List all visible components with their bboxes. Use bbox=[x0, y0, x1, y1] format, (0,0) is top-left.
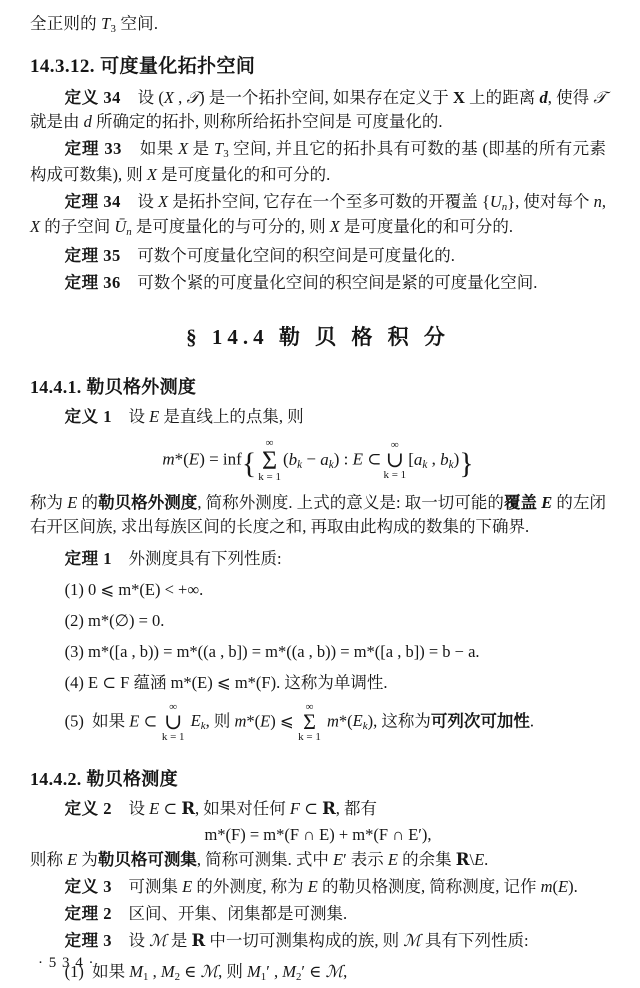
summation-symbol: ∞ Σ k = 1 bbox=[258, 437, 281, 483]
property-2: (2) m*(∅) = 0. bbox=[64, 610, 165, 630]
summation-symbol-small: ∞ Σ k = 1 bbox=[298, 700, 321, 743]
theorem-33-label: 定理 33 bbox=[64, 138, 122, 158]
definition-2-label: 定义 2 bbox=[64, 799, 113, 819]
property-1: (1) 0 ⩽ m*(E) < +∞. bbox=[64, 580, 204, 600]
theorem-35-label: 定理 35 bbox=[64, 246, 121, 266]
theorem-36-label: 定理 36 bbox=[64, 273, 121, 293]
theorem-3-property-1: (1) 如果 $M_1$ , $M_2$ ∈ ℳ, 则 $M_1'$ , $M_2'$ ∈ ℳ, bbox=[64, 962, 348, 984]
property-3: (3) m*([a , b)) = m*((a , b]) = m*((a , b)) = m*([a , b]) = b − a. bbox=[64, 641, 480, 661]
theorem-36: 定理 36 可数个紧的可度量化空间的积空间是紧的可度量化空间. bbox=[64, 273, 538, 293]
definition-3: 定义 3 可测集 E 的外测度, 称为 E 的勒贝格测度, 简称测度, 记作 m(E). bbox=[64, 877, 578, 897]
theorem-1-label: 定理 1 bbox=[64, 549, 113, 569]
measurable-set-formula: m*(F) = m*(F ∩ E) + m*(F ∩ E′), bbox=[204, 825, 432, 845]
definition-34: 定义 34 设 (X , 𝒯) 是一个拓扑空间, 如果存在定义于 X 上的距离 d, 使得 𝒯 就是由 d 所确定的拓扑, 则称所给拓扑空间是 可度量化的. bbox=[30, 88, 607, 131]
theorem-2-label: 定理 2 bbox=[64, 904, 113, 924]
theorem-34: 定理 34 设 X 是拓扑空间, 它存在一个至多可数的开覆盖 $\{U_n\}$, 使对每个 n, X 的子空间 $Ū_n$ 是可度量化的与可分的, 则 X 是可度量化的和可分的. bbox=[30, 191, 606, 239]
theorem-3-label: 定理 3 bbox=[64, 931, 113, 951]
section-heading-14-4: § 14.4 勒 贝 格 积 分 bbox=[186, 325, 450, 350]
theorem-33: 定理 33 如果 X 是 $T_3$ 空间, 并且它的拓扑具有可数的基 (即基的所有元素构成可数集), 则 X 是可度量化的和可分的. bbox=[30, 138, 607, 184]
section-heading-14-4-2: 14.4.2. 勒贝格测度 bbox=[30, 769, 178, 790]
theorem-3: 定理 3 设 ℳ 是 𝐑 中一切可测集构成的族, 则 ℳ 具有下列性质: bbox=[64, 931, 529, 951]
definition-2-after: 则称 E 为勒贝格可测集, 简称可测集. 式中 E′ 表示 E 的余集 𝐑\E. bbox=[30, 850, 489, 870]
section-heading-14-4-1: 14.4.1. 勒贝格外测度 bbox=[30, 377, 197, 398]
definition-3-label: 定义 3 bbox=[64, 877, 113, 897]
outer-measure-explanation: 称为 E 的勒贝格外测度, 简称外测度. 上式的意义是: 取一切可能的覆盖 E 的左闭右开区间族, 求出每族区间的长度之和, 再取由此构成的数集的下确界. bbox=[30, 493, 607, 537]
page-number: · 5 3 4 · bbox=[38, 955, 95, 971]
property-4: (4) E ⊂ F 蕴涵 m*(E) ⩽ m*(F). 这称为单调性. bbox=[64, 672, 388, 692]
outer-measure-formula: m*(E) = inf{ ∞ Σ k = 1 $(b_k - a_k)$ : E ⊂ ∞ ∪ k = 1 [$a_k$ , $b_k$)} bbox=[162, 437, 474, 483]
property-5: (5) 如果 E ⊂ ∞ ∪ k = 1 $E_k$, 则 m*(E) ⩽ ∞ Σ k = 1 $m*(E_k)$, 这称为可列次可加性. bbox=[64, 700, 534, 743]
theorem-35: 定理 35 可数个可度量化空间的积空间是可度量化的. bbox=[64, 246, 455, 266]
definition-1: 定义 1 设 E 是直线上的点集, 则 bbox=[64, 407, 304, 427]
union-symbol-small: ∞ ∪ k = 1 bbox=[161, 700, 185, 743]
definition-2: 定义 2 设 E ⊂ 𝐑, 如果对任何 F ⊂ 𝐑, 都有 bbox=[64, 799, 378, 819]
union-symbol: ∞ ∪ k = 1 bbox=[383, 438, 407, 481]
theorem-2: 定理 2 区间、开集、闭集都是可测集. bbox=[64, 904, 348, 924]
theorem-34-label: 定理 34 bbox=[64, 191, 121, 211]
definition-34-label: 定义 34 bbox=[64, 88, 121, 108]
top-continuation-line: 全正则的 $T_3$ 空间. bbox=[30, 14, 159, 36]
section-heading-14-3-12: 14.3.12. 可度量化拓扑空间 bbox=[30, 56, 256, 78]
definition-1-label: 定义 1 bbox=[64, 407, 113, 427]
theorem-1: 定理 1 外测度具有下列性质: bbox=[64, 549, 282, 569]
